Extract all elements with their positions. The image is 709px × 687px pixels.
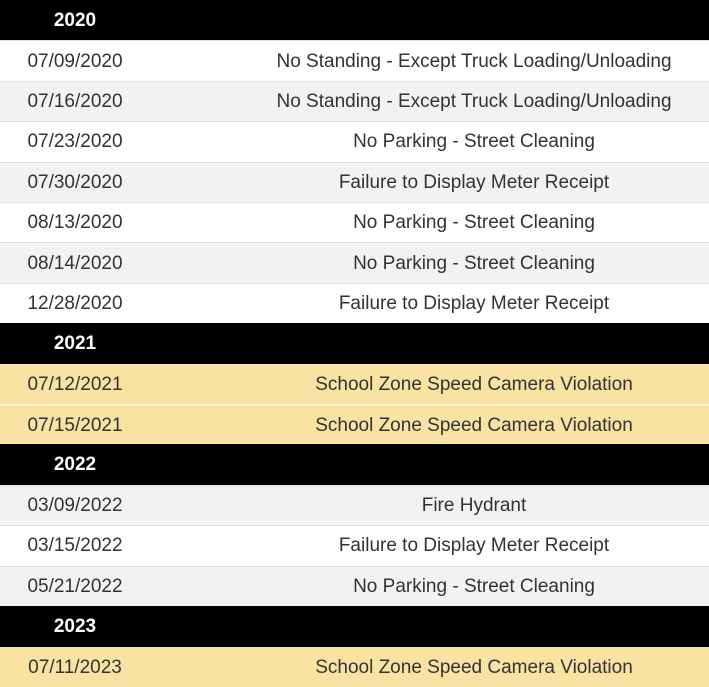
violation-date: 03/15/2022 bbox=[27, 535, 123, 557]
violation-description: No Parking - Street Cleaning bbox=[353, 131, 595, 153]
violation-date: 12/28/2020 bbox=[27, 293, 123, 315]
violation-date: 07/15/2021 bbox=[27, 414, 123, 436]
violation-row bbox=[0, 40, 709, 80]
year-header-2022 bbox=[0, 444, 709, 484]
violation-description: No Standing - Except Truck Loading/Unloading bbox=[276, 91, 672, 113]
violation-description: Failure to Display Meter Receipt bbox=[338, 293, 610, 315]
violation-date: 05/21/2022 bbox=[27, 575, 123, 597]
violation-description: No Parking - Street Cleaning bbox=[353, 212, 595, 234]
violation-date: 07/12/2021 bbox=[27, 373, 123, 395]
year-header-2023 bbox=[0, 606, 709, 646]
violation-row bbox=[0, 283, 709, 323]
violation-description: No Parking - Street Cleaning bbox=[353, 575, 595, 597]
year-label: 2021 bbox=[53, 332, 97, 354]
year-label: 2022 bbox=[53, 454, 97, 476]
violation-date: 07/11/2023 bbox=[28, 656, 122, 678]
violation-row bbox=[0, 485, 709, 525]
violation-date: 08/14/2020 bbox=[27, 252, 123, 274]
violation-description: School Zone Speed Camera Violation bbox=[315, 373, 633, 395]
violation-date: 03/09/2022 bbox=[27, 495, 123, 517]
violation-date: 07/16/2020 bbox=[27, 91, 123, 113]
violation-row bbox=[0, 566, 709, 606]
violation-row bbox=[0, 121, 709, 161]
violation-row-highlighted bbox=[0, 647, 709, 687]
year-header-2021 bbox=[0, 323, 709, 363]
year-label: 2020 bbox=[53, 9, 97, 31]
violation-row-highlighted bbox=[0, 364, 709, 404]
violation-description: School Zone Speed Camera Violation bbox=[315, 656, 633, 678]
violation-description: Failure to Display Meter Receipt bbox=[338, 171, 610, 193]
violation-date: 08/13/2020 bbox=[27, 212, 123, 234]
violation-date: 07/09/2020 bbox=[27, 50, 123, 72]
violation-row-highlighted bbox=[0, 404, 709, 444]
violation-description: No Parking - Street Cleaning bbox=[353, 252, 595, 274]
violation-description: Fire Hydrant bbox=[421, 495, 527, 517]
violation-description: School Zone Speed Camera Violation bbox=[315, 414, 633, 436]
violation-row bbox=[0, 242, 709, 282]
violation-description: Failure to Display Meter Receipt bbox=[338, 535, 610, 557]
violation-row bbox=[0, 81, 709, 121]
violation-row bbox=[0, 202, 709, 242]
year-header-2020 bbox=[0, 0, 709, 40]
year-label: 2023 bbox=[53, 615, 97, 637]
violation-date: 07/23/2020 bbox=[27, 131, 123, 153]
violation-row bbox=[0, 525, 709, 565]
violation-date: 07/30/2020 bbox=[27, 171, 123, 193]
violation-row bbox=[0, 162, 709, 202]
violation-description: No Standing - Except Truck Loading/Unloading bbox=[276, 50, 672, 72]
